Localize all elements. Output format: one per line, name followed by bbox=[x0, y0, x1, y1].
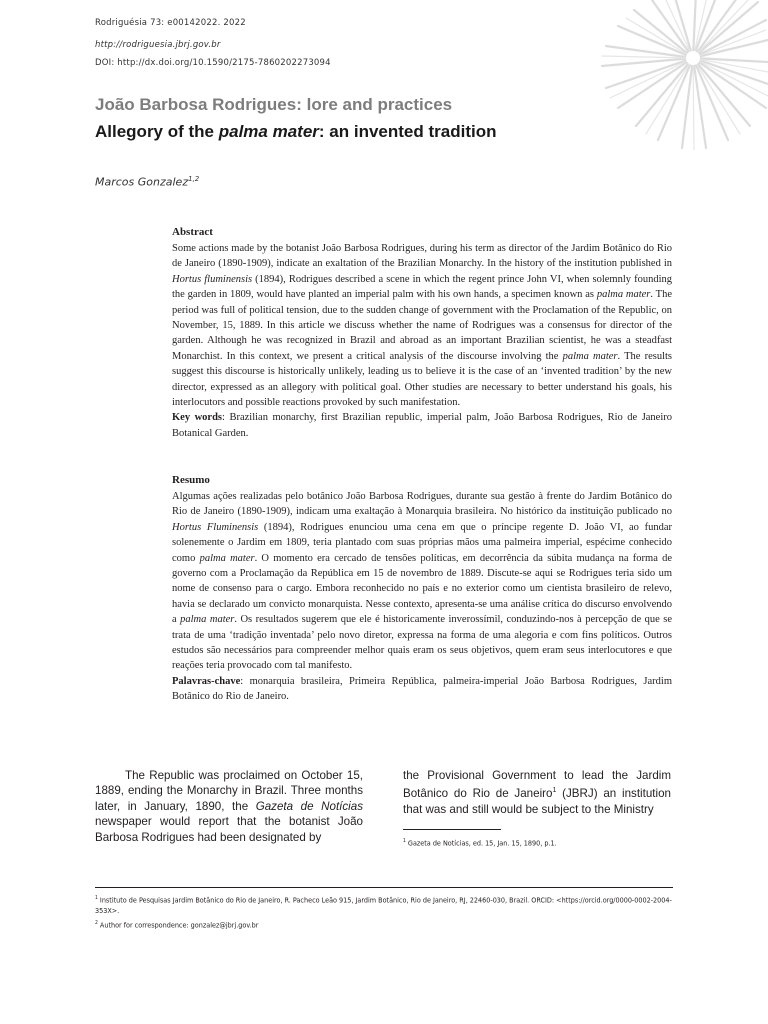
journal-url[interactable]: http://rodriguesia.jbrj.gov.br bbox=[95, 40, 221, 50]
section-title: João Barbosa Rodrigues: lore and practices bbox=[95, 95, 453, 114]
keywords-text: : Brazilian monarchy, first Brazilian republic, imperial palm, João Barbosa Rodrigues, Rio de Janeiro Botanical Garden. bbox=[172, 412, 673, 439]
palm-leaf-watermark bbox=[598, 0, 768, 150]
footnote-ref: 1 bbox=[552, 787, 557, 795]
abstract-heading: Abstract bbox=[172, 226, 213, 238]
palavras-chave-text: : monarquia brasileira, Primeira República, palmeira-imperial João Barbosa Rodrigues, Jardim Botânico do Rio de Janeiro. bbox=[172, 675, 672, 703]
abstract-text: Some actions made by the botanist João Barbosa Rodrigues, during his term as director of the Jardim Botânico do Rio de Janeiro (1890-1909), indicate an exaltation of the Brazilian Monarchy. In the history of the institution published in Hortus fluminensis (1894), Rodrigues described a scene in which the regent prince John VI, when solemnly founding the garden in 1809, would have planted an imperial palm with his own hands, a specimen known as palma mater. The period was full of political tension, due to the sudden change of government with the Proclamation of the Republic, on November, 15, 1889. In this article we discuss whether the name of Rodrigues was a consensus for director of the garden. Although he was recognized in Brazil and abroad as an important Brazilian scientist, he was a steadfast Monarchist. In this context, we present a critical analysis of the discourse involving the palma mater. The results suggest this discourse is historically unlikely, leading us to believe it is the case of an ‘invented tradition’ by the new director, expressed as an allegory with political goal. Other studies are necessary to better understand his goals, his interlocutors and possible reactions provoked by such manifestation. Key words: Brazilian monarchy, first Brazilian republic, imperial palm, João Barbosa Rodrigues, Rio de Janeiro Botanical Garden. bbox=[172, 243, 673, 439]
page-footnote-rule bbox=[95, 887, 673, 888]
article-title: Allegory of the palma mater: an invented tradition bbox=[95, 122, 497, 141]
author-name: Marcos Gonzalez$^{1,2}$ bbox=[95, 175, 200, 189]
affiliation-footnote: $^1$ Instituto de Pesquisas Jardim Botânico do Rio de Janeiro, R. Pacheco Leão 915, Jardim Botânico, Rio de Janeiro, RJ, 22460-030, Brazil. ORCID: <https://orcid.org/0000-0002-2004-353X>. bbox=[95, 895, 672, 915]
journal-citation: Rodriguésia 73: e00142022. 2022 bbox=[95, 18, 246, 28]
doi-link[interactable]: DOI: http://dx.doi.org/10.1590/2175-7860202273094 bbox=[95, 58, 331, 68]
body-column-right: the Provisional Government to lead the Jardim Botânico do Rio de Janeiro$^1$ (JBRJ) an institution that was and still would be subject to the Ministry bbox=[403, 769, 671, 816]
resumo-text: Algumas ações realizadas pelo botânico João Barbosa Rodrigues, durante sua gestão à frente do Jardim Botânico do Rio de Janeiro (1890-1909), indicam uma exaltação à Monarquia brasileira. No histórico da instituição publicado no Hortus Fluminensis (1894), Rodrigues enunciou uma cena em que o príncipe regente D. João VI, ao fundar solenemente o Jardim em 1809, teria plantado com suas próprias mãos uma palmeira imperial, espécime conhecido como palma mater. O momento era cercado de tensões políticas, em decorrência da súbita mudança na forma de governo com a Proclamação da República em 15 de novembro de 1889. Discute-se aqui se Rodrigues teria sido um nome de consenso para o cargo. Embora reconhecido no país e no exterior como um cientista brasileiro de relevo, havia se declarado um convicto monarquista. Nesse contexto, apresenta-se uma análise crítica do discurso envolvendo a palma mater. Os resultados sugerem que ele é historicamente inverossímil, conduzindo-nos à percepção de que se trata de uma ‘tradição inventada’ pelo novo diretor, expressa na forma de uma alegoria e com fins políticos. Outros estudos são necessários para compreender melhor quais eram os seus objetivos, quem eram seus interlocutores e que reações teria provocado com tal manifesto. Palavras-chave: monarquia brasileira, Primeira República, palmeira-imperial João Barbosa Rodrigues, Jardim Botânico do Rio de Janeiro. bbox=[172, 491, 673, 703]
keywords-label: Key words bbox=[172, 412, 223, 424]
correspondence-footnote: $^2$ Author for correspondence: gonzalez@jbrj.gov.br bbox=[95, 920, 259, 930]
column-footnote: $^1$ Gazeta de Notícias, ed. 15, Jan. 15, 1890, p.1. bbox=[403, 838, 557, 848]
footnote-rule bbox=[403, 829, 501, 830]
palavras-chave-label: Palavras-chave bbox=[172, 675, 241, 687]
body-column-left: The Republic was proclaimed on October 15, 1889, ending the Monarchy in Brazil. Three months later, in January, 1890, the Gazeta de Notícias newspaper would report that the botanist João Barbosa Rodrigues had been designated by bbox=[95, 769, 363, 844]
resumo-heading: Resumo bbox=[172, 474, 210, 486]
